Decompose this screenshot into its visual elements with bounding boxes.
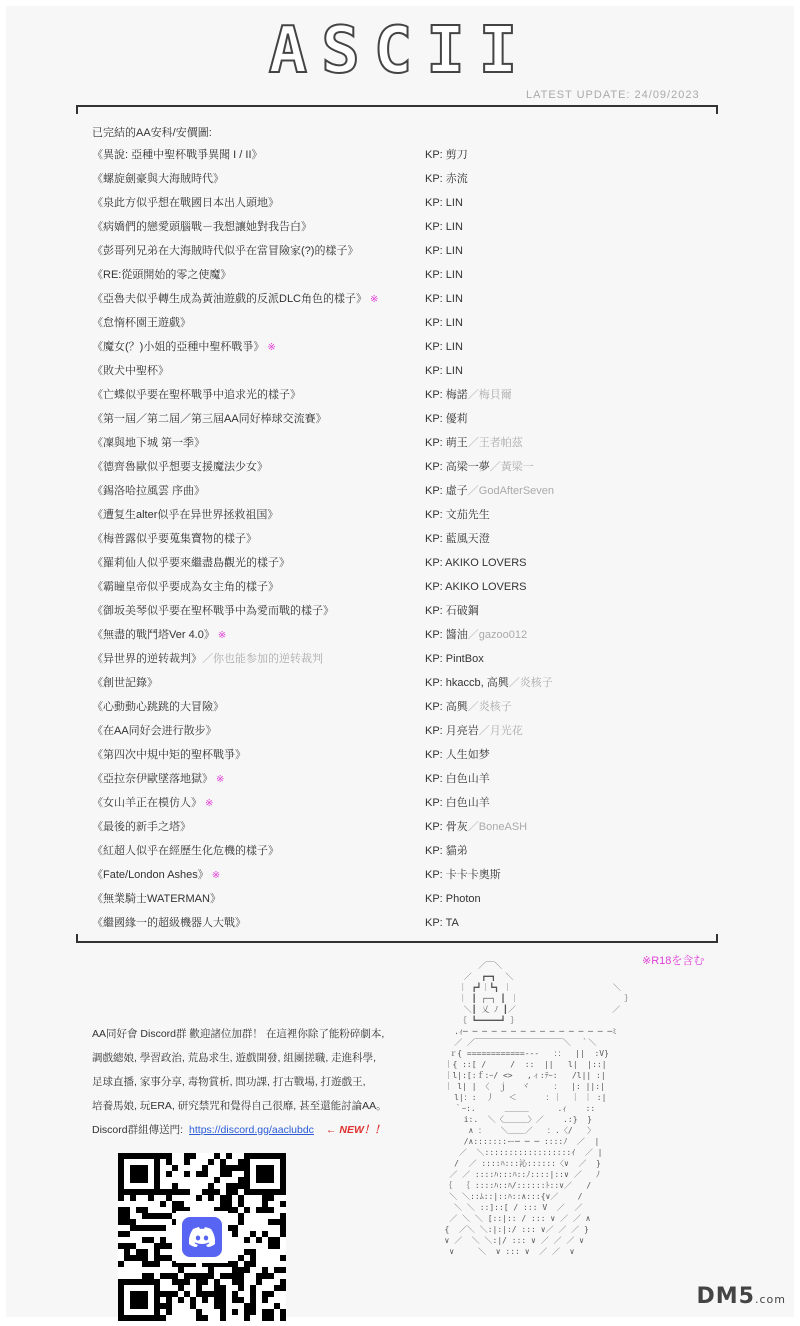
work-title: 《怠惰杯園王遊戲》 — [92, 317, 191, 329]
work-kp: KP: 月亮岩／月光花 — [425, 725, 523, 737]
ascii-art-illustration: ／￣＼ ／ ┏━┓ ＼ ｜ ┏┛｜┗┓ ｜ ＼ ｜ ┃ ┌─┐ ┃ ｜ ｝ ＼┃ 乂 ﾉ ┃／ ／ ｛ ┗━━━━━┛ ｝ .ｨ─ ─ ─ ─ ─ ─ ─ ─ ─ ─ ─ ─ ─ ─ ─ ─ﾐ ／ ／￣￣￣￣￣￣￣￣￣￣￣＼ ｀＼ ｒ{ ============--- ：： || :V} ｜{ ::[ / / :: || l| |::| ｜l|:[:ｆ:ｰ/ <> ,ィ:ﾃｰ: /l|| :| ｜ l| | 〈 ｊ ヾ ： |: ||:| l|：: 丿 ＜ ：｜ ｜ ｜ :| ｀ｰ:. ＿＿＿ .ｨ :: i:. ＼〈＿＿＿〉／ .:} } ∧ ： ＼＿＿／ ：.〈/ 〉 /∧:::::::ー─ ─ ─ ::::ﾉ ／ | ／ ＼::::::::::::::::::ｲ ／ | / ／ ::::ﾊ:::沁::::::〈∨ ／ } ／ ／ ::::ﾊ:::ﾊ::ﾉ::::|::∨ ／ ﾉ ｛ ｛ ::::ﾊ::ﾊ/::::::ﾄ::∨／ / ＼ ＼::ﾑ::|::ﾊ::∧:::{∨／ / ＼ ＼ ::]::[ / ::: V ／ ／ ／ ＼ ＼ [::|:: / ::: ∨ ／ ／ ∧ { ／＼ ＼:|:|:/ ::: ∨／ ／ ／ } ∨ ／ ＼ ＼:|/ ::: ∨ ／ ／ ／ ∨ ∨ ＼ ∨ ::: ∨ ／ ／ ∨ — [444, 961, 633, 1256]
work-title: 《德齊魯歐似乎想要支援魔法少女》 — [92, 461, 268, 473]
work-row — [92, 436, 712, 460]
work-title: 《敗犬中聖杯》 — [92, 365, 169, 377]
work-row — [92, 724, 712, 748]
work-title: 《無業騎士WATERMAN》 — [92, 893, 221, 905]
work-row — [92, 316, 712, 340]
work-row — [92, 700, 712, 724]
work-title: 《最後的新手之塔》 — [92, 821, 191, 833]
r18-mark: ※ — [211, 870, 221, 881]
work-title: 《螺旋劍豪與大海賊時代》 — [92, 173, 224, 185]
promo-line: 足球直播, 家事分享, 毒物賞析, 問功課, 打古戰場, 打遊戲王, — [92, 1076, 366, 1088]
work-kp: KP: 醬油／gazoo012 — [425, 629, 528, 641]
work-row — [92, 220, 712, 244]
r18-mark: ※ — [370, 294, 379, 305]
work-kp: KP: LIN — [425, 245, 463, 257]
work-kp: KP: 石破鋼 — [425, 605, 479, 617]
work-row — [92, 676, 712, 700]
work-title: 《Fate/London Ashes》 ※ — [92, 869, 221, 881]
work-kp: KP: 白色山羊 — [425, 797, 490, 809]
work-row — [92, 916, 712, 940]
work-kp: KP: LIN — [425, 269, 463, 281]
work-title: 《彭哥列兄弟在大海賊時代似乎在當冒險家(?)的樣子》 — [92, 245, 359, 257]
work-kp: KP: 優莉 — [425, 413, 468, 425]
work-kp-alias: ／BoneASH — [467, 821, 528, 833]
bottom-divider — [76, 941, 718, 943]
work-kp: KP: AKIKO LOVERS — [425, 557, 527, 569]
work-title: 《在AA同好会进行散步》 — [92, 725, 217, 737]
discord-invite-link[interactable]: https://discord.gg/aaclubdc — [189, 1124, 314, 1136]
work-kp: KP: 梅諾／梅貝爾 — [425, 389, 512, 401]
work-row — [92, 364, 712, 388]
section-heading: 已完結的AA安科/安價圖: — [92, 127, 212, 139]
work-title: 《無盡的戰鬥塔Ver 4.0》 ※ — [92, 629, 227, 641]
work-row — [92, 604, 712, 628]
work-title: 《女山羊正在模仿人》 ※ — [92, 797, 214, 809]
work-kp: KP: 高梁一夢／黃梁一 — [425, 461, 534, 473]
work-title: 《第一屆／第二屆／第三屆AA同好棒球交流賽》 — [92, 413, 327, 425]
promo-line: AA同好會 Discord群 歡迎諸位加群！ 在這裡你除了能粉碎劇本, — [92, 1028, 385, 1040]
discord-promo — [92, 1022, 422, 1142]
work-row — [92, 460, 712, 484]
work-kp-alias: ／GodAfterSeven — [467, 485, 555, 497]
work-title: 《泉此方似乎想在戰國日本出人頭地》 — [92, 197, 279, 209]
work-kp: KP: 藍風天澄 — [425, 533, 490, 545]
work-kp-alias: ／月光花 — [478, 725, 523, 737]
work-kp-alias: ／黃梁一 — [489, 461, 534, 473]
work-title: 《霸瞳皇帝似乎要成為女主角的樣子》 — [92, 581, 279, 593]
work-title: 《亞魯夫似乎轉生成為黃油遊戲的反派DLC角色的樣子》 ※ — [92, 293, 379, 305]
work-kp-alias: ／炎核子 — [467, 701, 512, 713]
work-title: 《御坂美琴似乎要在聖杯戰爭中為愛而戰的樣子》 — [92, 605, 334, 617]
work-kp: KP: 人生如梦 — [425, 749, 490, 761]
work-row — [92, 532, 712, 556]
work-kp-alias: ／梅貝爾 — [467, 389, 512, 401]
work-row — [92, 268, 712, 292]
work-row — [92, 340, 712, 364]
update-date: LATEST UPDATE: 24/09/2023 — [526, 89, 700, 101]
work-row — [92, 748, 712, 772]
work-row — [92, 796, 712, 820]
work-row — [92, 844, 712, 868]
work-kp: KP: 白色山羊 — [425, 773, 490, 785]
work-title: 《亡蝶似乎要在聖杯戰爭中追求光的樣子》 — [92, 389, 301, 401]
work-kp-alias: ／炎核子 — [508, 677, 553, 689]
work-title: 《羅莉仙人似乎要來繼盡島觀光的樣子》 — [92, 557, 290, 569]
work-kp: KP: LIN — [425, 221, 463, 233]
work-kp: KP: Photon — [425, 893, 481, 905]
work-row — [92, 388, 712, 412]
work-title: 《亞拉奈伊歐墜落地獄》 ※ — [92, 773, 225, 785]
work-kp: KP: LIN — [425, 317, 463, 329]
work-kp: KP: 文茄先生 — [425, 509, 490, 521]
work-kp: KP: 剪刀 — [425, 149, 468, 161]
work-kp: KP: 虛子／GodAfterSeven — [425, 485, 555, 497]
work-row — [92, 508, 712, 532]
work-kp: KP: 骨灰／BoneASH — [425, 821, 528, 833]
work-row — [92, 172, 712, 196]
discord-qr-code[interactable] — [118, 1153, 286, 1321]
work-kp: KP: 高興／炎核子 — [425, 701, 512, 713]
work-kp: KP: LIN — [425, 197, 463, 209]
work-kp: KP: 貓弟 — [425, 845, 468, 857]
work-kp: KP: LIN — [425, 341, 463, 353]
work-title-extra: ／你也能参加的逆转裁判 — [202, 653, 323, 665]
discord-link-line — [92, 1118, 422, 1142]
work-row — [92, 868, 712, 892]
work-title: 《凜與地下城 第一季》 — [92, 437, 206, 449]
page-title: ASCII — [268, 14, 532, 88]
r18-mark: ※ — [267, 342, 276, 353]
work-title: 《異說: 亞種中聖杯戰爭異聞 I / II》 — [92, 149, 263, 161]
work-title: 《异世界的逆转裁判》／你也能参加的逆转裁判 — [92, 653, 323, 665]
discord-link-label: Discord群組傳送門: — [92, 1124, 184, 1136]
work-row — [92, 484, 712, 508]
work-kp: KP: LIN — [425, 293, 463, 305]
top-divider — [76, 105, 718, 107]
work-row — [92, 652, 712, 676]
work-title: 《錫洛哈拉風雲 序曲》 — [92, 485, 206, 497]
site-watermark: DM5.com — [696, 1284, 786, 1309]
work-kp: KP: 萌王／王者帕茲 — [425, 437, 523, 449]
work-title: 《梅普露似乎要蒐集寶物的樣子》 — [92, 533, 257, 545]
works-list — [92, 148, 712, 940]
work-row — [92, 148, 712, 172]
work-title: 《病嬌們的戀愛頭腦戰－我想讓她對我告白》 — [92, 221, 312, 233]
work-row — [92, 292, 712, 316]
work-kp: KP: 赤流 — [425, 173, 468, 185]
work-kp: KP: AKIKO LOVERS — [425, 581, 527, 593]
work-kp: KP: TA — [425, 917, 459, 929]
work-title: 《心動動心跳跳的大冒險》 — [92, 701, 224, 713]
work-row — [92, 892, 712, 916]
work-row — [92, 412, 712, 436]
r18-mark: ※ — [205, 798, 214, 809]
work-row — [92, 196, 712, 220]
work-row — [92, 580, 712, 604]
r18-mark: ※ — [217, 630, 227, 641]
work-kp-alias: ／王者帕茲 — [467, 437, 523, 449]
r18-note: ※R18を含む — [642, 955, 705, 967]
work-title: 《紅超人似乎在經歷生化危機的樣子》 — [92, 845, 279, 857]
work-kp-alias: ／gazoo012 — [467, 629, 528, 641]
new-badge: ← NEW！！ — [325, 1124, 385, 1136]
discord-logo-icon — [182, 1217, 222, 1257]
work-title: 《繼國緣一的超級機器人大戰》 — [92, 917, 246, 929]
r18-mark: ※ — [216, 774, 225, 785]
work-kp: KP: PintBox — [425, 653, 484, 665]
promo-line: 調戲總娘, 學習政治, 荒島求生, 遊戲開發, 組團搓職, 走進科學, — [92, 1052, 377, 1064]
promo-line: 培養馬娘, 玩ERA, 研究禁咒和覺得自己很靡, 甚至還能討論AA。 — [92, 1100, 387, 1112]
work-title: 《魔女(？)小姐的亞種中聖杯戰爭》 ※ — [92, 341, 276, 353]
work-row — [92, 820, 712, 844]
work-title: 《創世記錄》 — [92, 677, 158, 689]
work-kp: KP: 卡卡卡奧斯 — [425, 869, 501, 881]
work-row — [92, 556, 712, 580]
work-kp: KP: hkaccb, 高興／炎核子 — [425, 677, 553, 689]
work-row — [92, 244, 712, 268]
work-kp: KP: LIN — [425, 365, 463, 377]
work-title: 《遭复生alter似乎在异世界拯救祖国》 — [92, 509, 279, 521]
work-row — [92, 628, 712, 652]
work-title: 《第四次中規中矩的聖杯戰爭》 — [92, 749, 246, 761]
work-row — [92, 772, 712, 796]
work-title: 《RE:從頭開始的零之使魔》 — [92, 269, 232, 281]
